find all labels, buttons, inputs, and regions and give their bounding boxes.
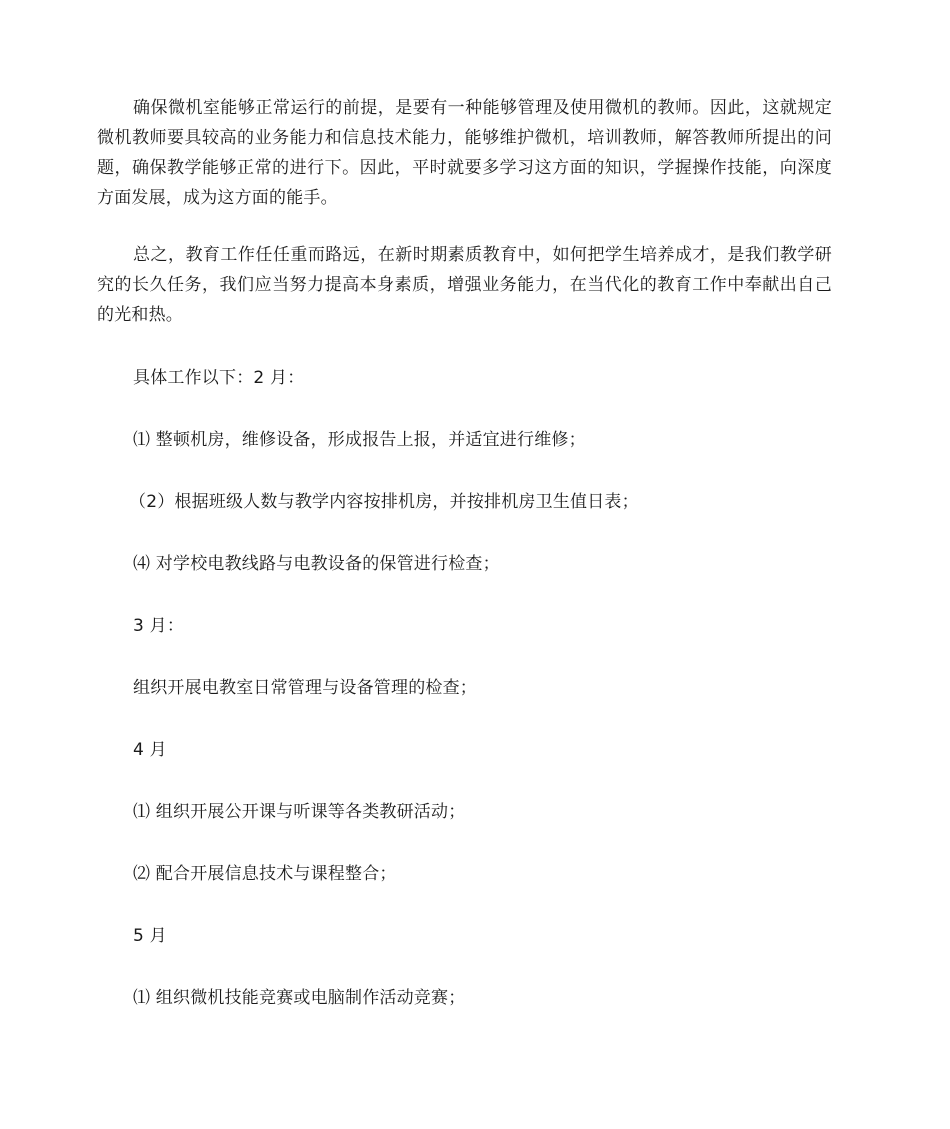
month-heading-march: 3 月：	[133, 616, 185, 636]
month-heading-may: 5 月	[133, 926, 167, 946]
feb-item-2: （2）根据班级人数与教学内容按排机房，并按排机房卫生值日表；	[129, 492, 639, 512]
april-item-1: ⑴ 组织开展公开课与听课等各类教研活动；	[133, 802, 466, 822]
may-item-1: ⑴ 组织微机技能竞赛或电脑制作活动竞赛；	[133, 988, 466, 1008]
feb-item-1: ⑴ 整顿机房，维修设备，形成报告上报，并适宜进行维修；	[133, 430, 586, 450]
month-heading-april: 4 月	[133, 740, 167, 760]
paragraph-microcomputer-room: 确保微机室能够正常运行的前提，是要有一种能够管理及使用微机的教师。因此，这就规定微机教师要具较高的业务能力和信息技术能力，能够维护微机，培训教师，解答教师所提出的问题，确保教学能够正常的进行下。因此，平时就要多学习这方面的知识，学握操作技能，向深度方面发展，成为这方面的能手。	[97, 98, 832, 208]
paragraph-conclusion: 总之，教育工作任任重而路远，在新时期素质教育中，如何把学生培养成才，是我们教学研究的长久任务，我们应当努力提高本身素质，增强业务能力，在当代化的教育工作中奉献出自己的光和热。	[97, 245, 832, 325]
work-plan-intro: 具体工作以下：2 月：	[133, 368, 305, 388]
feb-item-4: ⑷ 对学校电教线路与电教设备的保管进行检查；	[133, 554, 500, 574]
april-item-2: ⑵ 配合开展信息技术与课程整合；	[133, 864, 397, 884]
march-item: 组织开展电教室日常管理与设备管理的检查；	[133, 678, 477, 698]
